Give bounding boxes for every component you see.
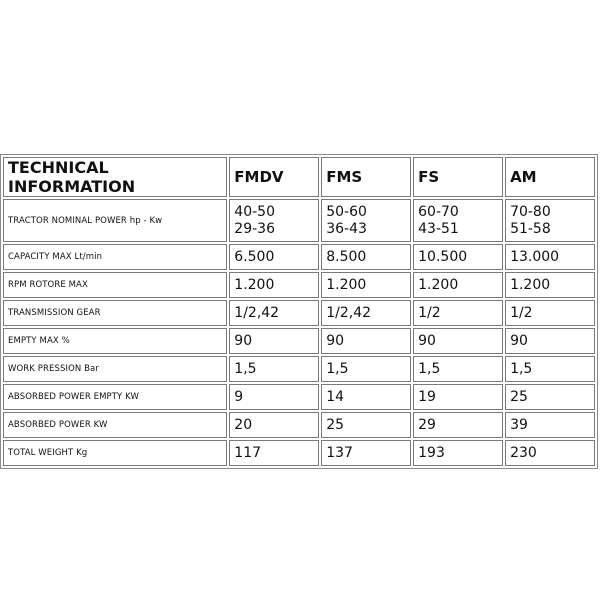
value-cell bbox=[229, 300, 319, 326]
technical-information-table bbox=[0, 154, 598, 469]
value-text: 1,5 bbox=[418, 360, 441, 377]
header-model-fmdv: FMDV bbox=[229, 157, 319, 197]
value-cell bbox=[413, 244, 503, 270]
value-text: 43-51 bbox=[418, 220, 459, 237]
value-text: 1.200 bbox=[418, 276, 459, 293]
value-cell bbox=[229, 440, 319, 466]
header-model-am: AM bbox=[505, 157, 595, 197]
table-header-row bbox=[3, 157, 595, 197]
value-cell bbox=[321, 244, 411, 270]
value-text: 1/2 bbox=[510, 304, 533, 321]
value-cell bbox=[321, 328, 411, 354]
value-text: 70-80 bbox=[510, 203, 551, 220]
value-cell bbox=[229, 244, 319, 270]
value-cell bbox=[229, 328, 319, 354]
value-text: 1.200 bbox=[510, 276, 551, 293]
value-text: 13.000 bbox=[510, 248, 560, 265]
value-text: 8.500 bbox=[326, 248, 367, 265]
value-cell bbox=[505, 440, 595, 466]
value-cell bbox=[505, 412, 595, 438]
value-cell bbox=[229, 199, 319, 242]
value-cell bbox=[413, 328, 503, 354]
value-cell bbox=[413, 199, 503, 242]
value-cell bbox=[229, 356, 319, 382]
header-model-fs: FS bbox=[413, 157, 503, 197]
value-text: 1/2 bbox=[418, 304, 441, 321]
value-cell bbox=[505, 272, 595, 298]
value-text: 60-70 bbox=[418, 203, 459, 220]
value-text: 36-43 bbox=[326, 220, 367, 237]
value-text: 90 bbox=[418, 332, 436, 349]
value-cell bbox=[321, 199, 411, 242]
value-text: 137 bbox=[326, 444, 353, 461]
value-cell bbox=[321, 272, 411, 298]
value-cell bbox=[321, 300, 411, 326]
value-text: 1.200 bbox=[234, 276, 275, 293]
value-text: 1,5 bbox=[510, 360, 533, 377]
header-title: TECHNICAL INFORMATION bbox=[3, 157, 227, 197]
row-label: WORK PRESSION Bar bbox=[3, 356, 227, 382]
value-cell bbox=[229, 272, 319, 298]
value-cell bbox=[321, 384, 411, 410]
value-text: 51-58 bbox=[510, 220, 551, 237]
value-cell bbox=[505, 328, 595, 354]
value-text: 20 bbox=[234, 416, 253, 433]
header-model-fms: FMS bbox=[321, 157, 411, 197]
value-text: 9 bbox=[234, 388, 244, 405]
row-label: TRACTOR NOMINAL POWER hp - Kw bbox=[3, 199, 227, 242]
value-cell bbox=[229, 384, 319, 410]
value-text: 50-60 bbox=[326, 203, 367, 220]
row-label: ABSORBED POWER KW bbox=[3, 412, 227, 438]
table-row bbox=[3, 384, 595, 410]
value-cell bbox=[413, 440, 503, 466]
value-text: 1.200 bbox=[326, 276, 367, 293]
value-cell bbox=[413, 300, 503, 326]
value-text: 193 bbox=[418, 444, 445, 461]
value-text: 90 bbox=[510, 332, 528, 349]
row-label: EMPTY MAX % bbox=[3, 328, 227, 354]
value-text: 14 bbox=[326, 388, 345, 405]
value-text: 1,5 bbox=[234, 360, 257, 377]
value-text: 1/2,42 bbox=[234, 304, 280, 321]
value-text: 40-50 bbox=[234, 203, 275, 220]
table-row bbox=[3, 300, 595, 326]
value-cell bbox=[413, 356, 503, 382]
value-text: 19 bbox=[418, 388, 436, 405]
row-label: TRANSMISSION GEAR bbox=[3, 300, 227, 326]
value-text: 1/2,42 bbox=[326, 304, 372, 321]
table-row bbox=[3, 244, 595, 270]
table-row bbox=[3, 412, 595, 438]
value-text: 90 bbox=[234, 332, 253, 349]
row-label: CAPACITY MAX Lt/min bbox=[3, 244, 227, 270]
table-row bbox=[3, 272, 595, 298]
value-cell bbox=[505, 384, 595, 410]
value-text: 10.500 bbox=[418, 248, 468, 265]
table-row bbox=[3, 199, 595, 242]
value-cell bbox=[505, 300, 595, 326]
value-cell bbox=[321, 356, 411, 382]
value-text: 117 bbox=[234, 444, 262, 461]
row-label: RPM ROTORE MAX bbox=[3, 272, 227, 298]
value-cell bbox=[229, 412, 319, 438]
table-row bbox=[3, 440, 595, 466]
value-text: 25 bbox=[510, 388, 528, 405]
value-cell bbox=[321, 440, 411, 466]
value-cell bbox=[413, 412, 503, 438]
table-body bbox=[3, 199, 595, 466]
value-cell bbox=[505, 356, 595, 382]
row-label: TOTAL WEIGHT Kg bbox=[3, 440, 227, 466]
value-text: 1,5 bbox=[326, 360, 349, 377]
value-cell bbox=[505, 199, 595, 242]
value-cell bbox=[413, 272, 503, 298]
row-label: ABSORBED POWER EMPTY KW bbox=[3, 384, 227, 410]
table-row bbox=[3, 356, 595, 382]
value-cell bbox=[321, 412, 411, 438]
value-text: 6.500 bbox=[234, 248, 275, 265]
value-cell bbox=[413, 384, 503, 410]
value-text: 230 bbox=[510, 444, 537, 461]
value-text: 29-36 bbox=[234, 220, 275, 237]
value-text: 39 bbox=[510, 416, 528, 433]
table-row bbox=[3, 328, 595, 354]
value-text: 90 bbox=[326, 332, 345, 349]
value-text: 25 bbox=[326, 416, 345, 433]
value-text: 29 bbox=[418, 416, 436, 433]
value-cell bbox=[505, 244, 595, 270]
